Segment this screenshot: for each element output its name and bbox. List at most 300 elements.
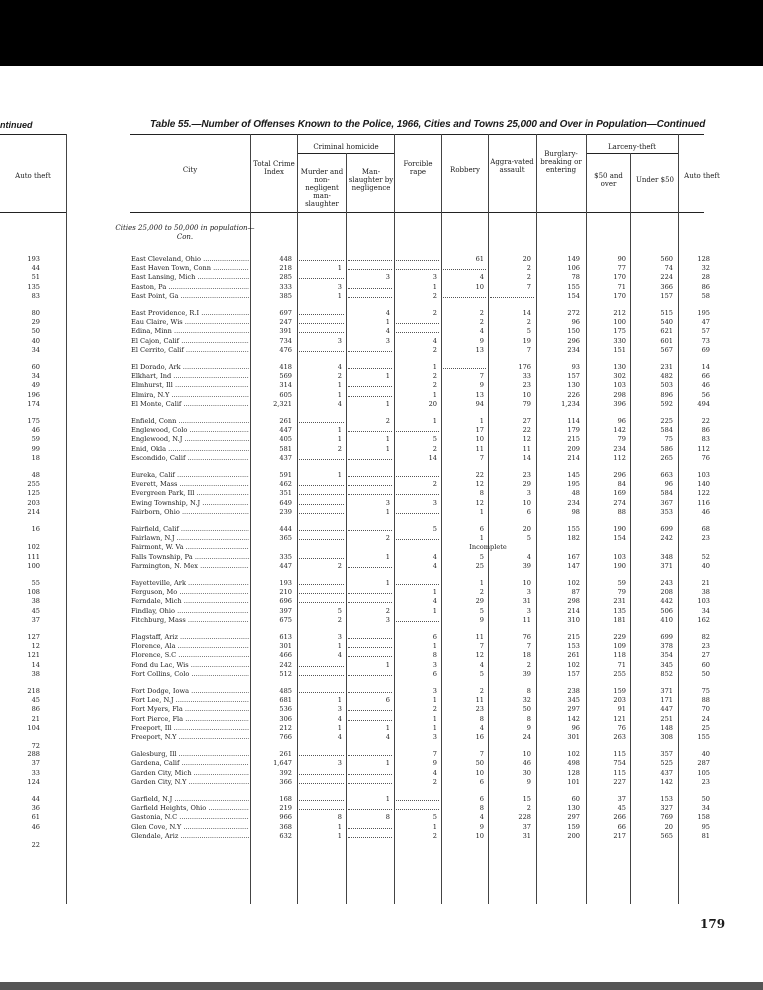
burglary-cell: 150 xyxy=(567,327,580,336)
total-cell: 405 xyxy=(279,435,292,444)
larceny-under-cell: 378 xyxy=(660,642,673,651)
city-name: East Cleveland, Ohio ..... xyxy=(131,255,249,264)
assault-cell: 19 xyxy=(522,336,531,345)
robbery-cell: 12 xyxy=(475,651,484,660)
manslaughter-cell: 1 xyxy=(385,507,390,516)
murder-cell: 1 xyxy=(337,822,342,831)
burglary-cell: 147 xyxy=(567,561,580,570)
robbery-cell: 9 xyxy=(479,822,484,831)
larceny-under-cell: 584 xyxy=(660,426,673,435)
table-row xyxy=(0,264,763,273)
header-over-50: $50 and over xyxy=(594,172,623,188)
burglary-cell: 301 xyxy=(567,733,580,741)
auto-theft-cell: 75 xyxy=(701,687,710,695)
larceny-under-cell: 308 xyxy=(660,733,673,741)
table-row xyxy=(0,588,763,597)
empty-cell-leader xyxy=(299,422,344,423)
auto-theft-cell: 46 xyxy=(701,381,710,390)
left-auto-theft-cell: 174 xyxy=(27,399,40,408)
larceny-under-cell: 225 xyxy=(660,417,673,425)
empty-cell-leader xyxy=(299,539,344,540)
empty-cell-leader xyxy=(396,513,439,514)
assault-cell: 7 xyxy=(526,345,531,354)
empty-cell-leader xyxy=(348,828,392,829)
manslaughter-cell: 3 xyxy=(385,273,390,282)
murder-cell: 5 xyxy=(337,606,342,615)
city-name: East Providence, R.I ..... xyxy=(131,309,249,318)
empty-cell-leader xyxy=(299,323,344,324)
left-auto-theft-cell: 16 xyxy=(31,525,40,533)
left-auto-theft-cell: 61 xyxy=(31,813,40,822)
robbery-cell: 2 xyxy=(479,309,484,317)
header-rape: Forcible rape xyxy=(403,160,433,176)
rape-cell: 3 xyxy=(432,733,437,741)
empty-cell-leader xyxy=(299,513,344,514)
left-auto-theft-cell: 59 xyxy=(31,435,40,444)
empty-cell-leader xyxy=(299,783,344,784)
empty-cell-leader xyxy=(348,720,392,721)
empty-cell-leader xyxy=(299,332,344,333)
total-cell: 301 xyxy=(279,642,292,651)
table-row xyxy=(0,363,763,372)
robbery-cell: 4 xyxy=(479,660,484,669)
left-auto-theft-cell: 45 xyxy=(31,696,40,705)
city-name: Florence, S.C ..... xyxy=(131,651,249,660)
larceny-under-cell: 327 xyxy=(660,804,673,813)
city-name: Garfield, N.J ..... xyxy=(131,795,249,804)
larceny-under-cell: 565 xyxy=(660,831,673,840)
larceny-over-cell: 115 xyxy=(613,750,626,759)
burglary-cell: 157 xyxy=(567,669,580,678)
larceny-under-cell: 74 xyxy=(664,264,673,273)
left-auto-theft-cell: 46 xyxy=(31,822,40,831)
empty-cell-leader xyxy=(396,494,439,495)
rape-cell: 1 xyxy=(432,822,437,831)
murder-cell: 1 xyxy=(337,471,342,479)
larceny-over-cell: 169 xyxy=(613,489,626,498)
larceny-over-cell: 298 xyxy=(613,390,626,399)
total-cell: 242 xyxy=(279,660,292,669)
burglary-cell: 142 xyxy=(567,714,580,723)
table-title: Table 55.—Number of Offenses Known to the Police, 1966, Cities and Towns 25,000 and Over in Population—Continued xyxy=(150,119,706,130)
table-row xyxy=(0,759,763,768)
city-name: Falls Township, Pa ..... xyxy=(131,553,249,562)
murder-cell: 4 xyxy=(337,733,342,741)
rape-cell: 9 xyxy=(432,759,437,768)
auto-theft-cell: 23 xyxy=(701,777,710,786)
table-row xyxy=(0,318,763,327)
burglary-cell: 78 xyxy=(571,273,580,282)
total-cell: 368 xyxy=(279,822,292,831)
larceny-under-cell: 769 xyxy=(660,813,673,822)
robbery-cell: 7 xyxy=(479,372,484,381)
total-cell: 675 xyxy=(279,615,292,624)
total-cell: 444 xyxy=(279,525,292,533)
table-row xyxy=(0,435,763,444)
burglary-cell: 238 xyxy=(567,687,580,695)
robbery-cell: 5 xyxy=(479,606,484,615)
larceny-under-cell: 354 xyxy=(660,651,673,660)
larceny-under-cell: 251 xyxy=(660,714,673,723)
total-cell: 485 xyxy=(279,687,292,695)
city-name: Fort Collins, Colo ..... xyxy=(131,670,249,679)
empty-cell-leader xyxy=(348,602,392,603)
total-cell: 512 xyxy=(279,669,292,678)
total-cell: 966 xyxy=(279,813,292,822)
total-cell: 285 xyxy=(279,273,292,282)
larceny-over-cell: 88 xyxy=(617,507,626,516)
left-auto-theft-cell: 14 xyxy=(31,660,40,669)
manslaughter-cell: 6 xyxy=(385,696,390,705)
auto-theft-cell: 21 xyxy=(701,579,710,587)
empty-cell-leader xyxy=(348,692,392,693)
assault-cell: 3 xyxy=(526,489,531,498)
murder-cell: 1 xyxy=(337,390,342,399)
assault-cell: 176 xyxy=(518,363,531,371)
rape-cell: 5 xyxy=(432,525,437,533)
robbery-cell: 17 xyxy=(475,426,484,435)
empty-cell-leader xyxy=(348,837,392,838)
auto-theft-cell: 52 xyxy=(701,552,710,561)
table-row xyxy=(0,273,763,282)
larceny-under-cell: 366 xyxy=(660,282,673,291)
auto-theft-cell: 50 xyxy=(701,795,710,803)
rape-cell: 1 xyxy=(432,714,437,723)
spacer-row xyxy=(0,841,763,850)
city-name: Fairborn, Ohio ..... xyxy=(131,508,249,517)
city-name: Garden City, Mich ..... xyxy=(131,769,249,778)
assault-cell: 2 xyxy=(526,264,531,273)
assault-cell: 39 xyxy=(522,561,531,570)
empty-cell-leader xyxy=(396,539,439,540)
empty-cell-leader xyxy=(299,278,344,279)
murder-cell: 4 xyxy=(337,714,342,723)
left-auto-theft-cell: 83 xyxy=(31,291,40,300)
empty-cell-leader xyxy=(396,809,439,810)
assault-cell: 27 xyxy=(522,417,531,425)
total-cell: 462 xyxy=(279,480,292,489)
total-cell: 569 xyxy=(279,372,292,381)
robbery-cell: 11 xyxy=(475,633,484,641)
empty-cell-leader xyxy=(348,774,392,775)
city-name: Enid, Okla ..... xyxy=(131,445,249,454)
left-auto-theft-cell: 44 xyxy=(31,795,40,803)
table-row xyxy=(0,454,763,463)
empty-cell-leader xyxy=(348,351,392,352)
total-cell: 437 xyxy=(279,453,292,462)
empty-cell-leader xyxy=(396,260,439,261)
larceny-under-cell: 357 xyxy=(660,750,673,759)
auto-theft-cell: 66 xyxy=(701,372,710,381)
city-name: El Cerrito, Calif ..... xyxy=(131,346,249,355)
robbery-cell: 8 xyxy=(479,804,484,813)
murder-cell: 4 xyxy=(337,399,342,408)
assault-cell: 11 xyxy=(522,615,531,624)
burglary-cell: 345 xyxy=(567,696,580,705)
auto-theft-cell: 40 xyxy=(701,750,710,759)
city-name: Fitchburg, Mass ..... xyxy=(131,616,249,625)
auto-theft-cell: 103 xyxy=(697,471,710,479)
robbery-cell: 2 xyxy=(479,588,484,597)
left-auto-theft-cell: 127 xyxy=(27,633,40,641)
rape-cell: 6 xyxy=(432,633,437,641)
city-name: Freeport, Ill ..... xyxy=(131,724,249,733)
total-cell: 333 xyxy=(279,282,292,291)
total-cell: 591 xyxy=(279,471,292,479)
robbery-cell: 4 xyxy=(479,327,484,336)
table-row xyxy=(0,562,763,571)
robbery-cell: 8 xyxy=(479,714,484,723)
assault-cell: 24 xyxy=(522,733,531,741)
empty-cell-leader xyxy=(299,314,344,315)
city-name: El Monte, Calif ..... xyxy=(131,400,249,409)
larceny-over-cell: 45 xyxy=(617,804,626,813)
city-name: Fort Lee, N.J ..... xyxy=(131,696,249,705)
burglary-cell: 102 xyxy=(567,579,580,587)
assault-cell: 22 xyxy=(522,426,531,435)
burglary-cell: 154 xyxy=(567,291,580,300)
robbery-cell: 23 xyxy=(475,705,484,714)
total-cell: 766 xyxy=(279,733,292,741)
rape-cell: 1 xyxy=(432,642,437,651)
header-total: Total Crime Index xyxy=(253,160,295,176)
murder-cell: 3 xyxy=(337,705,342,714)
larceny-under-cell: 601 xyxy=(660,336,673,345)
larceny-over-cell: 330 xyxy=(613,336,626,345)
manslaughter-cell: 1 xyxy=(385,795,390,803)
city-name: Evergreen Park, Ill ..... xyxy=(131,489,249,498)
larceny-under-cell: 437 xyxy=(660,768,673,777)
city-name: Fayetteville, Ark ..... xyxy=(131,579,249,588)
left-auto-theft-cell: 48 xyxy=(31,471,40,479)
manslaughter-cell: 2 xyxy=(385,534,390,543)
larceny-over-cell: 255 xyxy=(613,669,626,678)
robbery-cell: 4 xyxy=(479,813,484,822)
rape-cell: 2 xyxy=(432,291,437,300)
total-cell: 247 xyxy=(279,318,292,327)
burglary-cell: 297 xyxy=(567,705,580,714)
total-cell: 448 xyxy=(279,255,292,263)
auto-theft-cell: 25 xyxy=(701,723,710,732)
empty-cell-leader xyxy=(299,558,344,559)
empty-cell-leader xyxy=(348,431,392,432)
rape-cell: 2 xyxy=(432,777,437,786)
burglary-cell: 214 xyxy=(567,606,580,615)
rape-cell: 4 xyxy=(432,597,437,606)
robbery-cell: 1 xyxy=(479,534,484,543)
empty-cell-leader xyxy=(299,485,344,486)
auto-theft-cell: 95 xyxy=(701,822,710,831)
left-auto-theft-cell: 135 xyxy=(27,282,40,291)
murder-cell: 1 xyxy=(337,264,342,273)
left-auto-theft-cell: 55 xyxy=(31,579,40,587)
table-row xyxy=(0,508,763,517)
burglary-cell: 130 xyxy=(567,804,580,813)
robbery-cell: 25 xyxy=(475,561,484,570)
header-left-auto-theft: Auto theft xyxy=(15,172,51,180)
city-name: Fort Pierce, Fla ..... xyxy=(131,715,249,724)
burglary-cell: 96 xyxy=(571,318,580,327)
empty-cell-leader xyxy=(348,494,392,495)
assault-cell: 20 xyxy=(522,525,531,533)
rape-cell: 2 xyxy=(432,480,437,489)
empty-cell-leader xyxy=(348,710,392,711)
city-name: Eureka, Calif ..... xyxy=(131,471,249,480)
assault-cell: 9 xyxy=(526,777,531,786)
table-row xyxy=(0,489,763,498)
larceny-under-cell: 482 xyxy=(660,372,673,381)
table-row xyxy=(0,400,763,409)
rape-cell: 4 xyxy=(432,768,437,777)
manslaughter-cell: 4 xyxy=(385,733,390,741)
total-cell: 365 xyxy=(279,534,292,543)
larceny-over-cell: 229 xyxy=(613,633,626,641)
auto-theft-cell: 56 xyxy=(701,390,710,399)
rape-cell: 5 xyxy=(432,435,437,444)
left-auto-theft-cell: 12 xyxy=(31,642,40,651)
larceny-over-cell: 263 xyxy=(613,733,626,741)
assault-cell: 20 xyxy=(522,255,531,263)
left-auto-theft-cell: 38 xyxy=(31,597,40,606)
robbery-cell: 5 xyxy=(479,669,484,678)
assault-cell: 11 xyxy=(522,444,531,453)
burglary-cell: 149 xyxy=(567,255,580,263)
total-cell: 734 xyxy=(279,336,292,345)
table-row xyxy=(0,823,763,832)
larceny-over-cell: 103 xyxy=(613,552,626,561)
rape-cell: 3 xyxy=(432,498,437,507)
larceny-under-cell: 447 xyxy=(660,705,673,714)
table-row xyxy=(0,327,763,336)
left-auto-theft-cell: 214 xyxy=(27,507,40,516)
auto-theft-cell: 46 xyxy=(701,507,710,516)
larceny-over-cell: 77 xyxy=(617,264,626,273)
total-cell: 2,321 xyxy=(273,399,292,408)
rape-cell: 1 xyxy=(432,588,437,597)
auto-theft-cell: 57 xyxy=(701,327,710,336)
empty-cell-leader xyxy=(299,774,344,775)
empty-cell-leader xyxy=(299,666,344,667)
table-row xyxy=(0,292,763,301)
empty-cell-leader xyxy=(299,351,344,352)
larceny-under-cell: 153 xyxy=(660,795,673,803)
left-auto-theft-cell: 80 xyxy=(31,309,40,317)
burglary-cell: 215 xyxy=(567,633,580,641)
auto-theft-cell: 73 xyxy=(701,336,710,345)
total-cell: 335 xyxy=(279,552,292,561)
total-cell: 476 xyxy=(279,345,292,354)
robbery-cell: 94 xyxy=(475,399,484,408)
rape-cell: 3 xyxy=(432,660,437,669)
table-row xyxy=(0,445,763,454)
left-auto-theft-cell: 45 xyxy=(31,606,40,615)
burglary-cell: 200 xyxy=(567,831,580,840)
rape-cell: 2 xyxy=(432,345,437,354)
auto-theft-cell: 83 xyxy=(701,435,710,444)
larceny-over-cell: 170 xyxy=(613,273,626,282)
larceny-over-cell: 266 xyxy=(613,813,626,822)
auto-theft-cell: 112 xyxy=(697,444,710,453)
table-row xyxy=(0,715,763,724)
assault-cell: 8 xyxy=(526,714,531,723)
left-auto-theft-cell: 193 xyxy=(27,255,40,263)
city-name: Ewing Township, N.J ..... xyxy=(131,499,249,508)
burglary-cell: 310 xyxy=(567,615,580,624)
larceny-over-cell: 84 xyxy=(617,480,626,489)
auto-theft-cell: 81 xyxy=(701,831,710,840)
larceny-over-cell: 181 xyxy=(613,615,626,624)
empty-cell-leader xyxy=(396,323,439,324)
larceny-over-cell: 76 xyxy=(617,723,626,732)
auto-theft-cell: 38 xyxy=(701,588,710,597)
empty-cell-leader xyxy=(396,584,439,585)
manslaughter-cell: 1 xyxy=(385,552,390,561)
left-auto-theft-cell: 36 xyxy=(31,804,40,813)
robbery-cell: 10 xyxy=(475,831,484,840)
city-name: Fond du Lac, Wis ..... xyxy=(131,661,249,670)
assault-cell: 7 xyxy=(526,282,531,291)
city-name: Elkhart, Ind ..... xyxy=(131,372,249,381)
empty-cell-leader xyxy=(299,530,344,531)
left-auto-theft-cell: 22 xyxy=(31,841,40,849)
larceny-under-cell: 525 xyxy=(660,759,673,768)
larceny-under-cell: 503 xyxy=(660,381,673,390)
total-cell: 418 xyxy=(279,363,292,371)
burglary-cell: 1,234 xyxy=(561,399,580,408)
city-name: Everett, Mass ..... xyxy=(131,480,249,489)
left-auto-theft-cell: 125 xyxy=(27,489,40,498)
table-row xyxy=(0,633,763,642)
total-cell: 239 xyxy=(279,507,292,516)
robbery-cell: 9 xyxy=(479,336,484,345)
table-row xyxy=(0,417,763,426)
table-row xyxy=(0,255,763,264)
auto-theft-cell: 47 xyxy=(701,318,710,327)
assault-cell: 14 xyxy=(522,453,531,462)
manslaughter-cell: 1 xyxy=(385,660,390,669)
larceny-under-cell: 410 xyxy=(660,615,673,624)
burglary-cell: 498 xyxy=(567,759,580,768)
empty-cell-leader xyxy=(348,288,392,289)
auto-theft-cell: 162 xyxy=(697,615,710,624)
burglary-cell: 209 xyxy=(567,444,580,453)
burglary-cell: 298 xyxy=(567,597,580,606)
assault-cell: 2 xyxy=(526,660,531,669)
rape-cell: 1 xyxy=(432,606,437,615)
larceny-over-cell: 302 xyxy=(613,372,626,381)
assault-cell: 50 xyxy=(522,705,531,714)
robbery-cell: 9 xyxy=(479,381,484,390)
murder-cell: 8 xyxy=(337,813,342,822)
empty-cell-leader xyxy=(348,476,392,477)
murder-cell: 2 xyxy=(337,444,342,453)
assault-cell: 18 xyxy=(522,651,531,660)
larceny-over-cell: 66 xyxy=(617,822,626,831)
table-row xyxy=(0,543,763,552)
empty-cell-leader xyxy=(299,602,344,603)
burglary-cell: 155 xyxy=(567,282,580,291)
assault-cell: 2 xyxy=(526,273,531,282)
city-name: Fort Myers, Fla ..... xyxy=(131,705,249,714)
empty-cell-leader xyxy=(299,692,344,693)
city-name: Edina, Minn ..... xyxy=(131,327,249,336)
empty-cell-leader xyxy=(396,476,439,477)
burglary-cell: 93 xyxy=(571,363,580,371)
burglary-cell: 157 xyxy=(567,372,580,381)
empty-cell-leader xyxy=(490,297,534,298)
auto-theft-cell: 24 xyxy=(701,714,710,723)
left-auto-theft-cell: 37 xyxy=(31,615,40,624)
